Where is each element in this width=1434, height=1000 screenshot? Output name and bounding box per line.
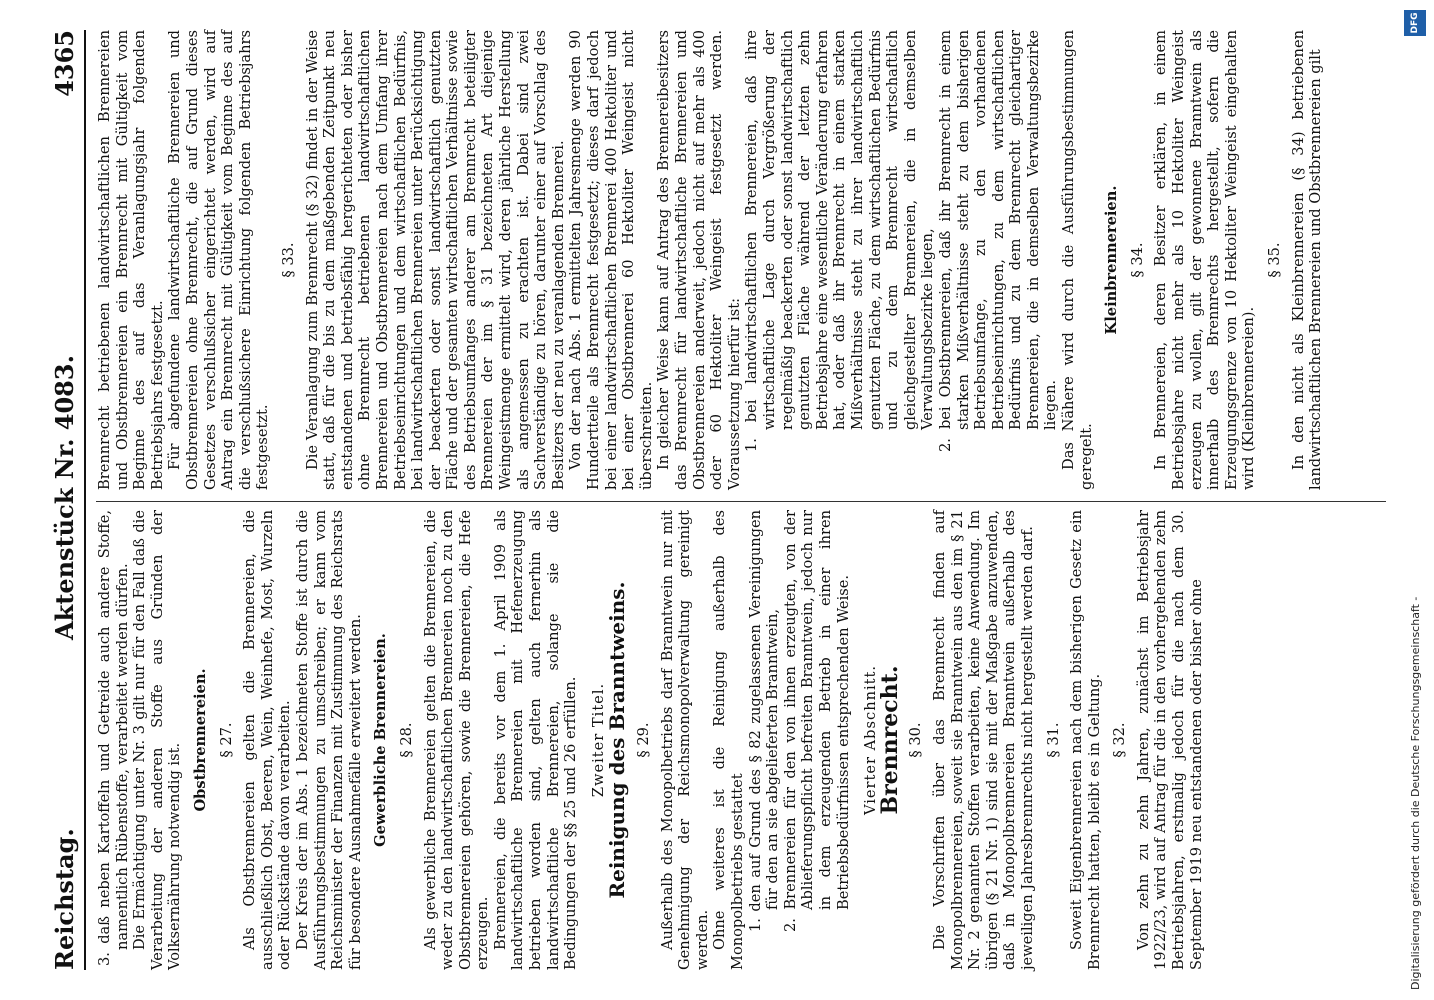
paragraph: In den nicht als Kleinbrennereien (§ 34) betriebenen landwirtschaftlichen Brennereien und Obstbrennereien gilt [1289, 30, 1325, 490]
paragraph-number-32: § 32. [1111, 722, 1129, 758]
paragraph: Die Vorschriften über das Brennrecht finden auf Monopolbrennereien, soweit sie Branntwein aus den im § 21 Nr. 2 genannten Stoffen verarbeiten, keine Anwendung. Im übrigen (§ 21 Nr. 1) sind sie mit der Maßgabe anzuwenden, daß in Monopolbrennereien Branntwein außerhalb des jeweiligen Jahresbrennrechts nicht hergestellt werden darf. [930, 510, 1036, 970]
list-item-29-1: 1. den auf Grund des § 82 zugelassenen Vereinigungen für den an sie abgelieferten Branntwein, [746, 510, 782, 932]
header-title: Aktenstück Nr. 4083. [50, 355, 79, 640]
left-column [96, 510, 1396, 970]
list-item-33-1: 1. bei landwirtschaftlichen Brennereien, daß ihre wirtschaftliche Lage durch Vergrößerung der regelmäßig beackerten oder sonst landwirtschaftlich genutzten Fläche während der letzten zehn Betriebsjahre eine wesentliche Veränderung erfahren hat, oder daß ihr Brennrecht in einem starken Mißverhältnisse steht zu ihrer landwirtschaftlich genutzten Fläche, zu dem wirtschaftlichen Bedürfnis und zu dem Brennrecht wirtschaftlich gleichgestellter Brennereien, die in demselben Verwaltungsbezirke liegen, [743, 30, 937, 452]
paragraph: Soweit Eigenbrennereien nach dem bisherigen Gesetz ein Brennrecht hatten, bleibt es in Geltung. [1068, 510, 1103, 970]
column-divider [96, 501, 1386, 502]
paragraph-number-35: § 35. [1266, 242, 1283, 278]
title-vierter-abschnitt: Vierter Abschnitt. [862, 664, 880, 816]
paragraph: Ohne weiteres ist die Reinigung außerhalb des Monopolbetriebs gestattet [711, 510, 746, 970]
paragraph: Von der nach Abs. 1 ermittelten Jahresmenge werden 90 Hundertteile als Brennrecht festgesetzt; dieses darf jedoch bei einer landwirtschaftlichen Brennerei 400 Hektoliter und bei einer Obstbrennerei 60 Hektoliter Weingeist nicht überschreiten. [567, 30, 655, 490]
section-heading-kleinbrennereien: Kleinbrennereien. [1103, 185, 1121, 335]
dfg-logo-text: DFG [1410, 12, 1420, 34]
credit-text: Digitalisierung gefördert durch die Deutsche Forschungsgemeinschaft - [1409, 596, 1422, 990]
paragraph-number-31: § 31. [1044, 722, 1062, 758]
paragraph-number-34: § 34. [1128, 242, 1146, 278]
paragraph: Das Nähere wird durch die Ausführungsbestimmungen geregelt. [1060, 30, 1095, 490]
paragraph-number-30: § 30. [907, 722, 925, 758]
paragraph: Als gewerbliche Brennereien gelten die Brennereien, die weder zu den landwirtschaftlichen Brennereien noch zu den Obstbrennereien gehören, sowie die Brennereien, die Hefe erzeugen. [421, 510, 492, 970]
item-3: 3. daß neben Kartoffeln und Getreide auch andere Stoffe, namentlich Rübenstoffe, verarbeitet werden dürfen. [96, 510, 131, 966]
section-heading-obstbrennereien: Obstbrennereien. [191, 668, 209, 812]
header-left: Reichstag. [50, 828, 79, 970]
paragraph-number-29: § 29. [635, 722, 653, 758]
list-item-33-2: 2. bei Obstbrennereien, daß ihr Brennrecht in einem starken Mißverhältnisse steht zu dem bisherigen Betriebsumfange, zu den vorhandenen Betriebseinrichtungen, zu dem wirtschaftlichen Bedürfnis und zu dem Brennrecht gleichartiger Brennereien, die in demselben Verwaltungsbezirke liegen. [936, 30, 1060, 452]
paragraph: Die Veranlagung zum Brennrecht (§ 32) findet in der Weise statt, daß für die bis zu dem maßgebenden Zeitpunkt neu entstandenen und betriebsfähig hergerichteten oder bisher ohne Brennrecht betriebenen landwirtschaftlichen Brennereien und Obstbrennereien nach dem Umfang ihrer Betriebseinrichtungen und dem wirtschaftlichen Bedürfnis, bei landwirtschaftlichen Brennereien unter Berücksichtigung der beackerten oder sonst landwirtschaftlich genutzten Fläche und der gesamten wirtschaftlichen Verhältnisse sowie des Betriebsumfanges anderer am Brennrecht beteiligter Brennereien der im § 31 bezeichneten Art diejenige Weingeistmenge ermittelt wird, deren jährliche Herstellung als angemessen zu erachten ist. Dabei sind zwei Sachverständige zu hören, darunter einer auf Vorschlag des Besitzers der neu zu veranlagenden Brennerei. [303, 30, 567, 490]
section-heading-gewerbliche: Gewerbliche Brennereien. [372, 633, 390, 847]
page-header [40, 30, 86, 970]
paragraph: Außerhalb des Monopolbetriebs darf Branntwein nur mit Genehmigung der Reichsmonopolverwaltung gereinigt werden. [658, 510, 711, 970]
paragraph: Für abgefundene landwirtschaftliche Brennereien und Obstbrennereien ohne Brennrecht, die auf Grund dieses Gesetzes verschlußsicher eingerichtet werden, wird auf Antrag ein Brennrecht mit Gültigkeit vom Beginne des auf die verschlußsichere Einrichtung folgenden Betriebsjahrs festgesetzt. [166, 30, 272, 490]
right-column [96, 30, 1396, 490]
paragraph: Brennereien, die bereits vor dem 1. April 1909 als landwirtschaftliche Brennereien mit Hefenerzeugung betrieben worden sind, gelten auch fernerhin als landwirtschaftliche Brennereien, solange sie die Bedingungen der §§ 25 und 26 erfüllen. [491, 510, 580, 970]
paragraph: In Brennereien, deren Besitzer erklären, in einem Betriebsjahre nicht mehr als 10 Hektoliter Weingeist erzeugen zu wollen, gilt der gewonnene Branntwein als innerhalb des Brennrechts hergestellt, sofern die Erzeugungsgrenze von 10 Hektoliter Weingeist eingehalten wird (Kleinbrennereien). [1152, 30, 1258, 490]
page-number: 4365 [50, 30, 79, 97]
digitization-credit [1404, 10, 1428, 990]
paragraph-number-28: § 28. [397, 722, 415, 758]
paragraph-number-27: § 27. [217, 722, 235, 758]
list-item-29-2: 2. Brennereien für den von ihnen erzeugten, von der Ablieferungspflicht befreiten Branntwein, jedoch nur in dem erzeugenden Betrieb in einer ihren Betriebsbedürfnissen entsprechenden Weise. [781, 510, 852, 932]
paragraph: Von zehn zu zehn Jahren, zunächst im Betriebsjahr 1922/23, wird auf Antrag für die in den vorhergehenden zehn Betriebsjahren, erstmalig jedoch für die nach dem 30. September 1919 neu entstandenen oder bisher ohne [1134, 510, 1205, 970]
title-reinigung: Reinigung des Branntweins. [605, 581, 630, 899]
title-brennrecht: Brennrecht. [876, 665, 903, 815]
paragraph-number-33: § 33. [279, 242, 297, 278]
paragraph: Die Ermächtigung unter Nr. 3 gilt nur für den Fall daß die Verarbeitung der anderen Stoffe aus Gründen der Volksernährung notwendig ist. [131, 510, 184, 970]
paragraph: Brennrecht betriebenen landwirtschaftlichen Brennereien und Obstbrennereien ein Brennrecht mit Gültigkeit vom Beginne des auf das Veranlagungsjahr folgenden Betriebsjahrs festgesetzt. [96, 30, 166, 490]
paragraph: Der Kreis der im Abs. 1 bezeichneten Stoffe ist durch die Ausführungsbestimmungen zu umschreiben; er kann vom Reichsminister der Finanzen mit Zustimmung des Reichsrats für besondere Ausnahmefälle erweitert werden. [293, 510, 364, 970]
title-zweiter: Zweiter Titel. [589, 682, 607, 798]
paragraph: In gleicher Weise kann auf Antrag des Brennereibesitzers das Brennrecht für landwirtschaftliche Brennereien und Obstbrennereien anderweit, jedoch nicht auf mehr als 400 oder 60 Hektoliter Weingeist festgesetzt werden. Voraussetzung hierfür ist: [655, 30, 743, 490]
paragraph: Als Obstbrennereien gelten die Brennereien, die ausschließlich Obst, Beeren, Wein, Weinhefe, Most, Wurzeln oder Rückstände davon verarbeiten. [241, 510, 294, 970]
